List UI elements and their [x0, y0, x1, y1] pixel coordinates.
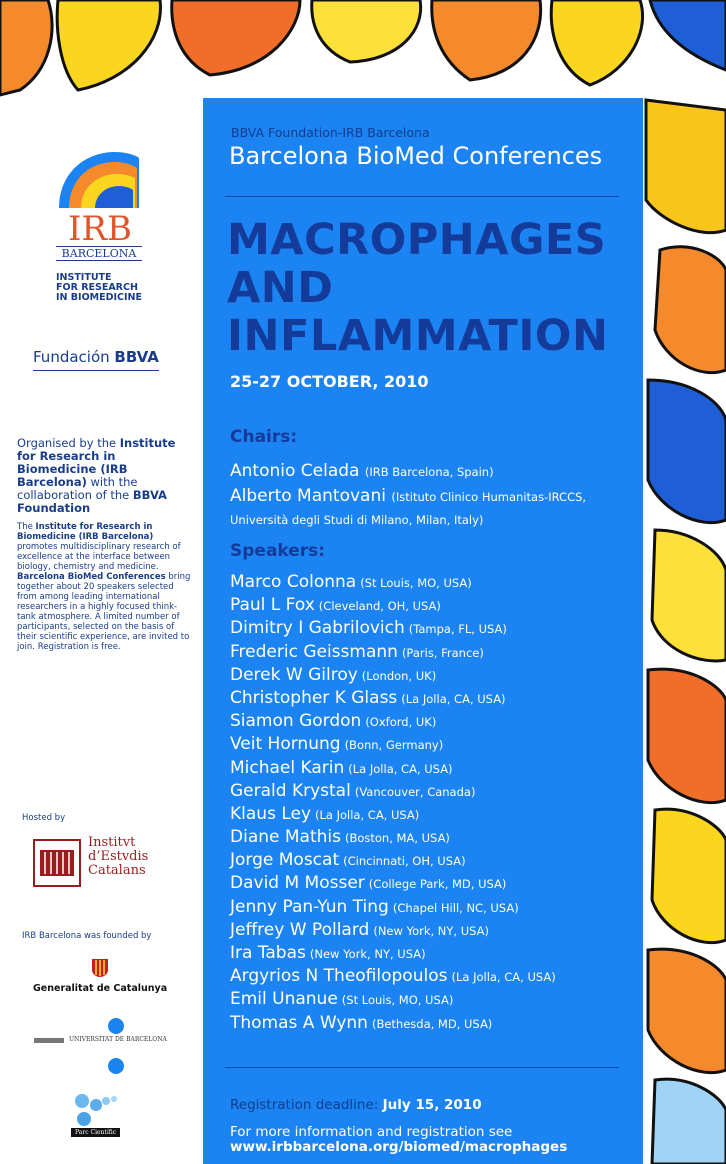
speaker-name: Jorge Moscat [230, 850, 340, 871]
irb-logo-city: BARCELONA [56, 246, 142, 261]
speaker-name: Gerald Krystal [230, 780, 351, 801]
speaker-affiliation: (Oxford, UK) [365, 715, 437, 730]
event-title: MACROPHAGES AND INFLAMMATION [227, 215, 609, 361]
organised-by-text: Organised by the Institute for Research in Biomedicine (IRB Barcelona) with the collaboration of the BBVA Foundation [17, 436, 176, 515]
generalitat-shield-icon [91, 958, 109, 978]
speaker-name: Paul L Fox [230, 595, 315, 616]
speaker-name: Dimitry I Gabrilovich [230, 618, 405, 639]
organizer-line: BBVA Foundation-IRB Barcelona [231, 125, 430, 140]
sidebar [0, 98, 203, 1164]
speaker-item [230, 572, 640, 595]
speaker-name: Jeffrey W Pollard [230, 919, 370, 940]
speaker-affiliation: (Bethesda, MD, USA) [371, 1016, 493, 1031]
speaker-name: David M Mosser [230, 873, 365, 894]
speaker-affiliation: (Cincinnati, OH, USA) [343, 854, 466, 869]
registration-link[interactable]: www.irbbarcelona.org/biomed/macrophages [230, 1139, 568, 1155]
speaker-affiliation: (Tampa, FL, USA) [408, 622, 507, 637]
speakers-list [230, 572, 640, 1036]
speaker-name: Thomas A Wynn [230, 1012, 368, 1033]
speaker-name: Ira Tabas [230, 943, 306, 963]
speaker-item [230, 711, 640, 734]
header-divider [225, 196, 619, 197]
speaker-item [230, 943, 640, 966]
speaker-name: Jenny Pan-Yun Ting [230, 896, 389, 917]
pcb-logo-icon [68, 1091, 128, 1127]
speaker-item [230, 804, 640, 827]
speaker-affiliation: (Paris, France) [401, 645, 484, 660]
speaker-item [230, 920, 640, 943]
speaker-affiliation: (St Louis, MO, USA) [360, 576, 472, 590]
speaker-item [230, 873, 640, 896]
speaker-item [230, 688, 640, 711]
generalitat-name: Generalitat de Catalunya [33, 983, 168, 994]
iec-seal-icon [32, 838, 82, 888]
speaker-name: Christopher K Glass [230, 687, 398, 708]
speaker-item [230, 758, 640, 781]
institute-name: INSTITUTE FOR RESEARCH IN BIOMEDICINE [56, 272, 142, 303]
ub-logo-icon [30, 1018, 160, 1078]
speaker-affiliation: (Vancouver, Canada) [354, 784, 476, 799]
pcb-name: Parc Científic [71, 1128, 120, 1137]
speaker-item [230, 642, 640, 665]
chairs-heading: Chairs: [230, 427, 298, 447]
ub-name: UNIVERSITAT DE BARCELONA [69, 1036, 167, 1043]
speaker-affiliation: (St Louis, MO, USA) [341, 993, 454, 1008]
speakers-heading: Speakers: [230, 541, 326, 561]
speaker-name: Diane Mathis [230, 827, 341, 848]
registration-info: For more information and registration see www.irbbarcelona.org/biomed/macrophages [230, 1124, 568, 1155]
speaker-affiliation: (New York, NY, USA) [373, 923, 490, 938]
speaker-item [230, 665, 640, 688]
speaker-item [230, 966, 640, 989]
speaker-affiliation: (La Jolla, CA, USA) [451, 970, 556, 985]
speaker-item [230, 850, 640, 873]
conference-series: Barcelona BioMed Conferences [229, 142, 603, 170]
speaker-item [230, 781, 640, 804]
speaker-affiliation: (New York, NY, USA) [309, 947, 426, 961]
hosted-by-label: Hosted by [22, 813, 66, 823]
speaker-name: Derek W Gilroy [230, 664, 358, 685]
speaker-name: Emil Unanue [230, 989, 338, 1010]
speaker-affiliation: (La Jolla, CA, USA) [401, 691, 506, 706]
irb-logo-text: IRB [67, 209, 132, 249]
speaker-affiliation: (La Jolla, CA, USA) [315, 807, 420, 822]
speaker-item [230, 989, 640, 1012]
speaker-item [230, 618, 640, 641]
main-panel [203, 98, 643, 1164]
about-text: The Institute for Research in Biomedicine (IRB Barcelona) promotes multidisciplinary research of excellence at the interface between biology, chemistry and medicine. Barcelona BioMed Conferences bring together about 20 speakers selected from among leading international researchers in a highly focused think-tank atmosphere. A limited number of participants, selected on the basis of their scientific experience, are invited to join. Registration is free. [17, 522, 191, 652]
speaker-name: Marco Colonna [230, 572, 357, 592]
speaker-item [230, 1013, 640, 1036]
fundacion-bbva-logo: Fundación BBVA [33, 348, 159, 371]
speaker-affiliation: (Chapel Hill, NC, USA) [392, 900, 519, 915]
speaker-affiliation: (London, UK) [361, 668, 437, 683]
speaker-affiliation: (Boston, MA, USA) [344, 831, 450, 846]
speaker-name: Michael Karin [230, 757, 345, 778]
chairs-list [230, 460, 635, 533]
speaker-name: Argyrios N Theofilopoulos [230, 966, 448, 987]
speaker-item [230, 734, 640, 757]
speaker-affiliation: (Cleveland, OH, USA) [318, 599, 441, 614]
iec-name: Institvt d’Estvdis Catalans [88, 835, 149, 878]
event-date: 25-27 OCTOBER, 2010 [230, 372, 429, 391]
speaker-name: Frederic Geissmann [230, 641, 398, 662]
registration-deadline: Registration deadline: July 15, 2010 [230, 1097, 482, 1113]
speaker-item [230, 897, 640, 920]
speaker-item [230, 827, 640, 850]
speaker-item [230, 595, 640, 618]
speaker-name: Klaus Ley [230, 803, 312, 824]
irb-logo-icon [55, 148, 141, 210]
speaker-affiliation: (College Park, MD, USA) [368, 877, 507, 892]
speaker-name: Siamon Gordon [230, 711, 362, 732]
chair-item: Antonio Celada (IRB Barcelona, Spain) [230, 461, 494, 481]
founded-by-label: IRB Barcelona was founded by [22, 931, 152, 941]
speaker-affiliation: (La Jolla, CA, USA) [348, 761, 453, 776]
speaker-name: Veit Hornung [230, 734, 341, 755]
chair-item: Alberto Mantovani (Istituto Clinico Humanitas-IRCCS, Università degli Studi di Milano, Milan, Italy) [230, 486, 587, 527]
footer-divider [225, 1067, 619, 1068]
speaker-affiliation: (Bonn, Germany) [344, 738, 444, 753]
